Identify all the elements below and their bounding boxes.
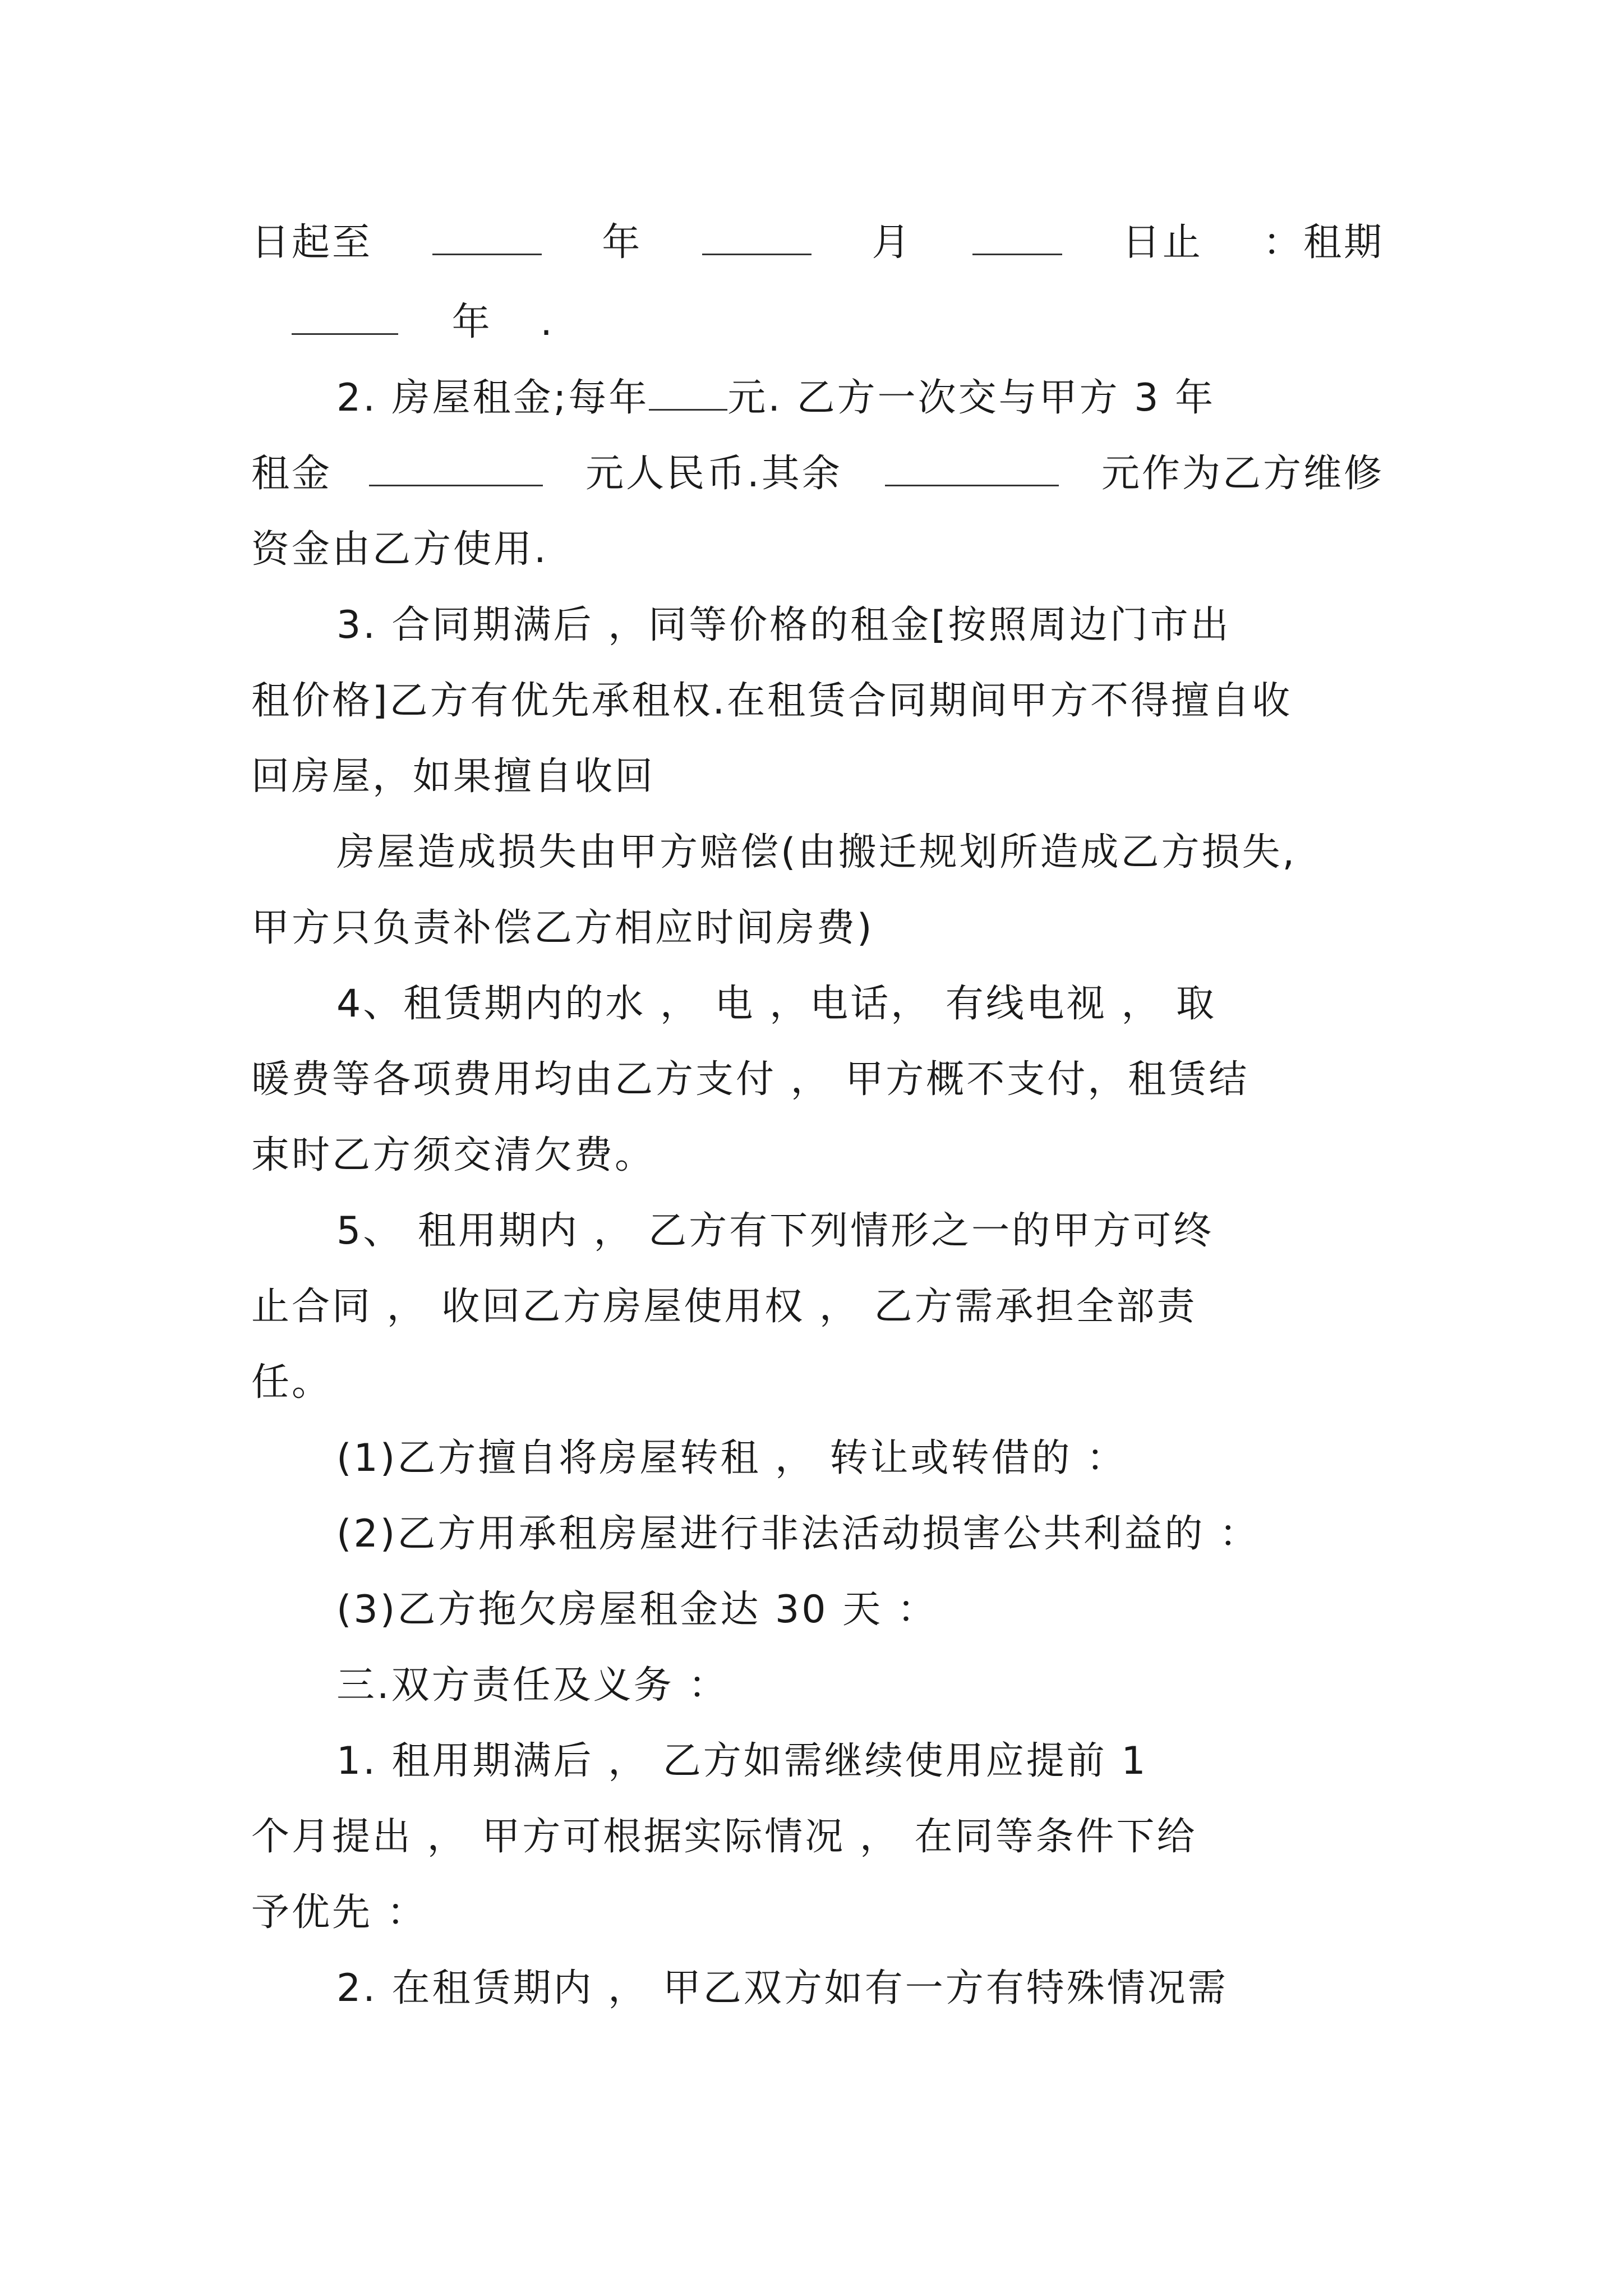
blank-field [292, 301, 398, 335]
text-segment: 2. 房屋租金;每年 [336, 376, 649, 420]
text-line-20: 三.双方责任及义务 ： [336, 1663, 729, 1708]
text-segment: 元人民币.其余 [585, 452, 842, 496]
text-segment: 年 [602, 220, 643, 265]
text-line-9: 房屋造成损失由甲方赔偿(由搬迁规划所造成乙方损失, [336, 830, 1297, 875]
blank-field [369, 452, 543, 486]
blank-field [649, 376, 727, 411]
text-segment: 日止 [1122, 220, 1203, 265]
text-line-24: 2. 在租赁期内 ， 甲乙双方如有一方有特殊情况需 [336, 1966, 1228, 2010]
text-segment: . [540, 300, 555, 344]
text-segment: 月 [872, 220, 912, 265]
text-line-4 [251, 449, 1384, 499]
text-line-22: 个月提出 ， 甲方可根据实际情况 ， 在同等条件下给 [251, 1815, 1197, 1859]
text-line-5: 资金由乙方使用. [251, 527, 548, 572]
text-line-14: 5、 租用期内 ， 乙方有下列情形之一的甲方可终 [336, 1209, 1214, 1253]
text-line-13: 束时乙方须交清欠费。 [251, 1133, 656, 1177]
text-line-11: 4、租赁期内的水 ， 电 ，电话， 有线电视 ， 取 [336, 982, 1216, 1026]
text-segment: 租金 [251, 452, 333, 496]
text-line-1 [251, 218, 1384, 268]
blank-field [702, 221, 811, 255]
text-segment: 元作为乙方维修 [1101, 452, 1384, 496]
text-line-18: (2)乙方用承租房屋进行非法活动损害公共利益的 ： [336, 1512, 1260, 1556]
text-line-15: 止合同 ， 收回乙方房屋使用权 ， 乙方需承担全部责 [251, 1285, 1197, 1329]
text-line-7: 租价格]乙方有优先承租权.在租赁合同期间甲方不得擅自收 [251, 679, 1293, 723]
text-line-17: (1)乙方擅自将房屋转租 ， 转让或转借的 ： [336, 1436, 1127, 1480]
text-line-2 [292, 297, 1424, 348]
blank-field [885, 452, 1059, 486]
text-line-10: 甲方只负责补偿乙方相应时间房费) [251, 906, 874, 950]
text-line-23: 予优先 ： [251, 1890, 427, 1935]
text-line-21: 1. 租用期满后 ， 乙方如需继续使用应提前 1 [336, 1739, 1148, 1783]
text-line-19: (3)乙方拖欠房屋租金达 30 天 ： [336, 1588, 938, 1632]
text-line-6: 3. 合同期满后 ，同等价格的租金[按照周边门市出 [336, 603, 1231, 647]
text-line-3 [336, 373, 1384, 424]
blank-field [972, 221, 1062, 255]
text-line-8: 回房屋，如果擅自收回 [251, 754, 656, 799]
text-line-12: 暖费等各项费用均由乙方支付 ， 甲方概不支付，租赁结 [251, 1057, 1249, 1102]
text-segment: 日起至 [251, 220, 373, 265]
text-line-16: 任。 [251, 1360, 333, 1405]
text-segment: ：租期 [1262, 220, 1384, 265]
text-segment: 元. 乙方一次交与甲方 3 年 [727, 376, 1216, 420]
text-segment: 年 [451, 300, 492, 344]
blank-field [432, 221, 542, 255]
